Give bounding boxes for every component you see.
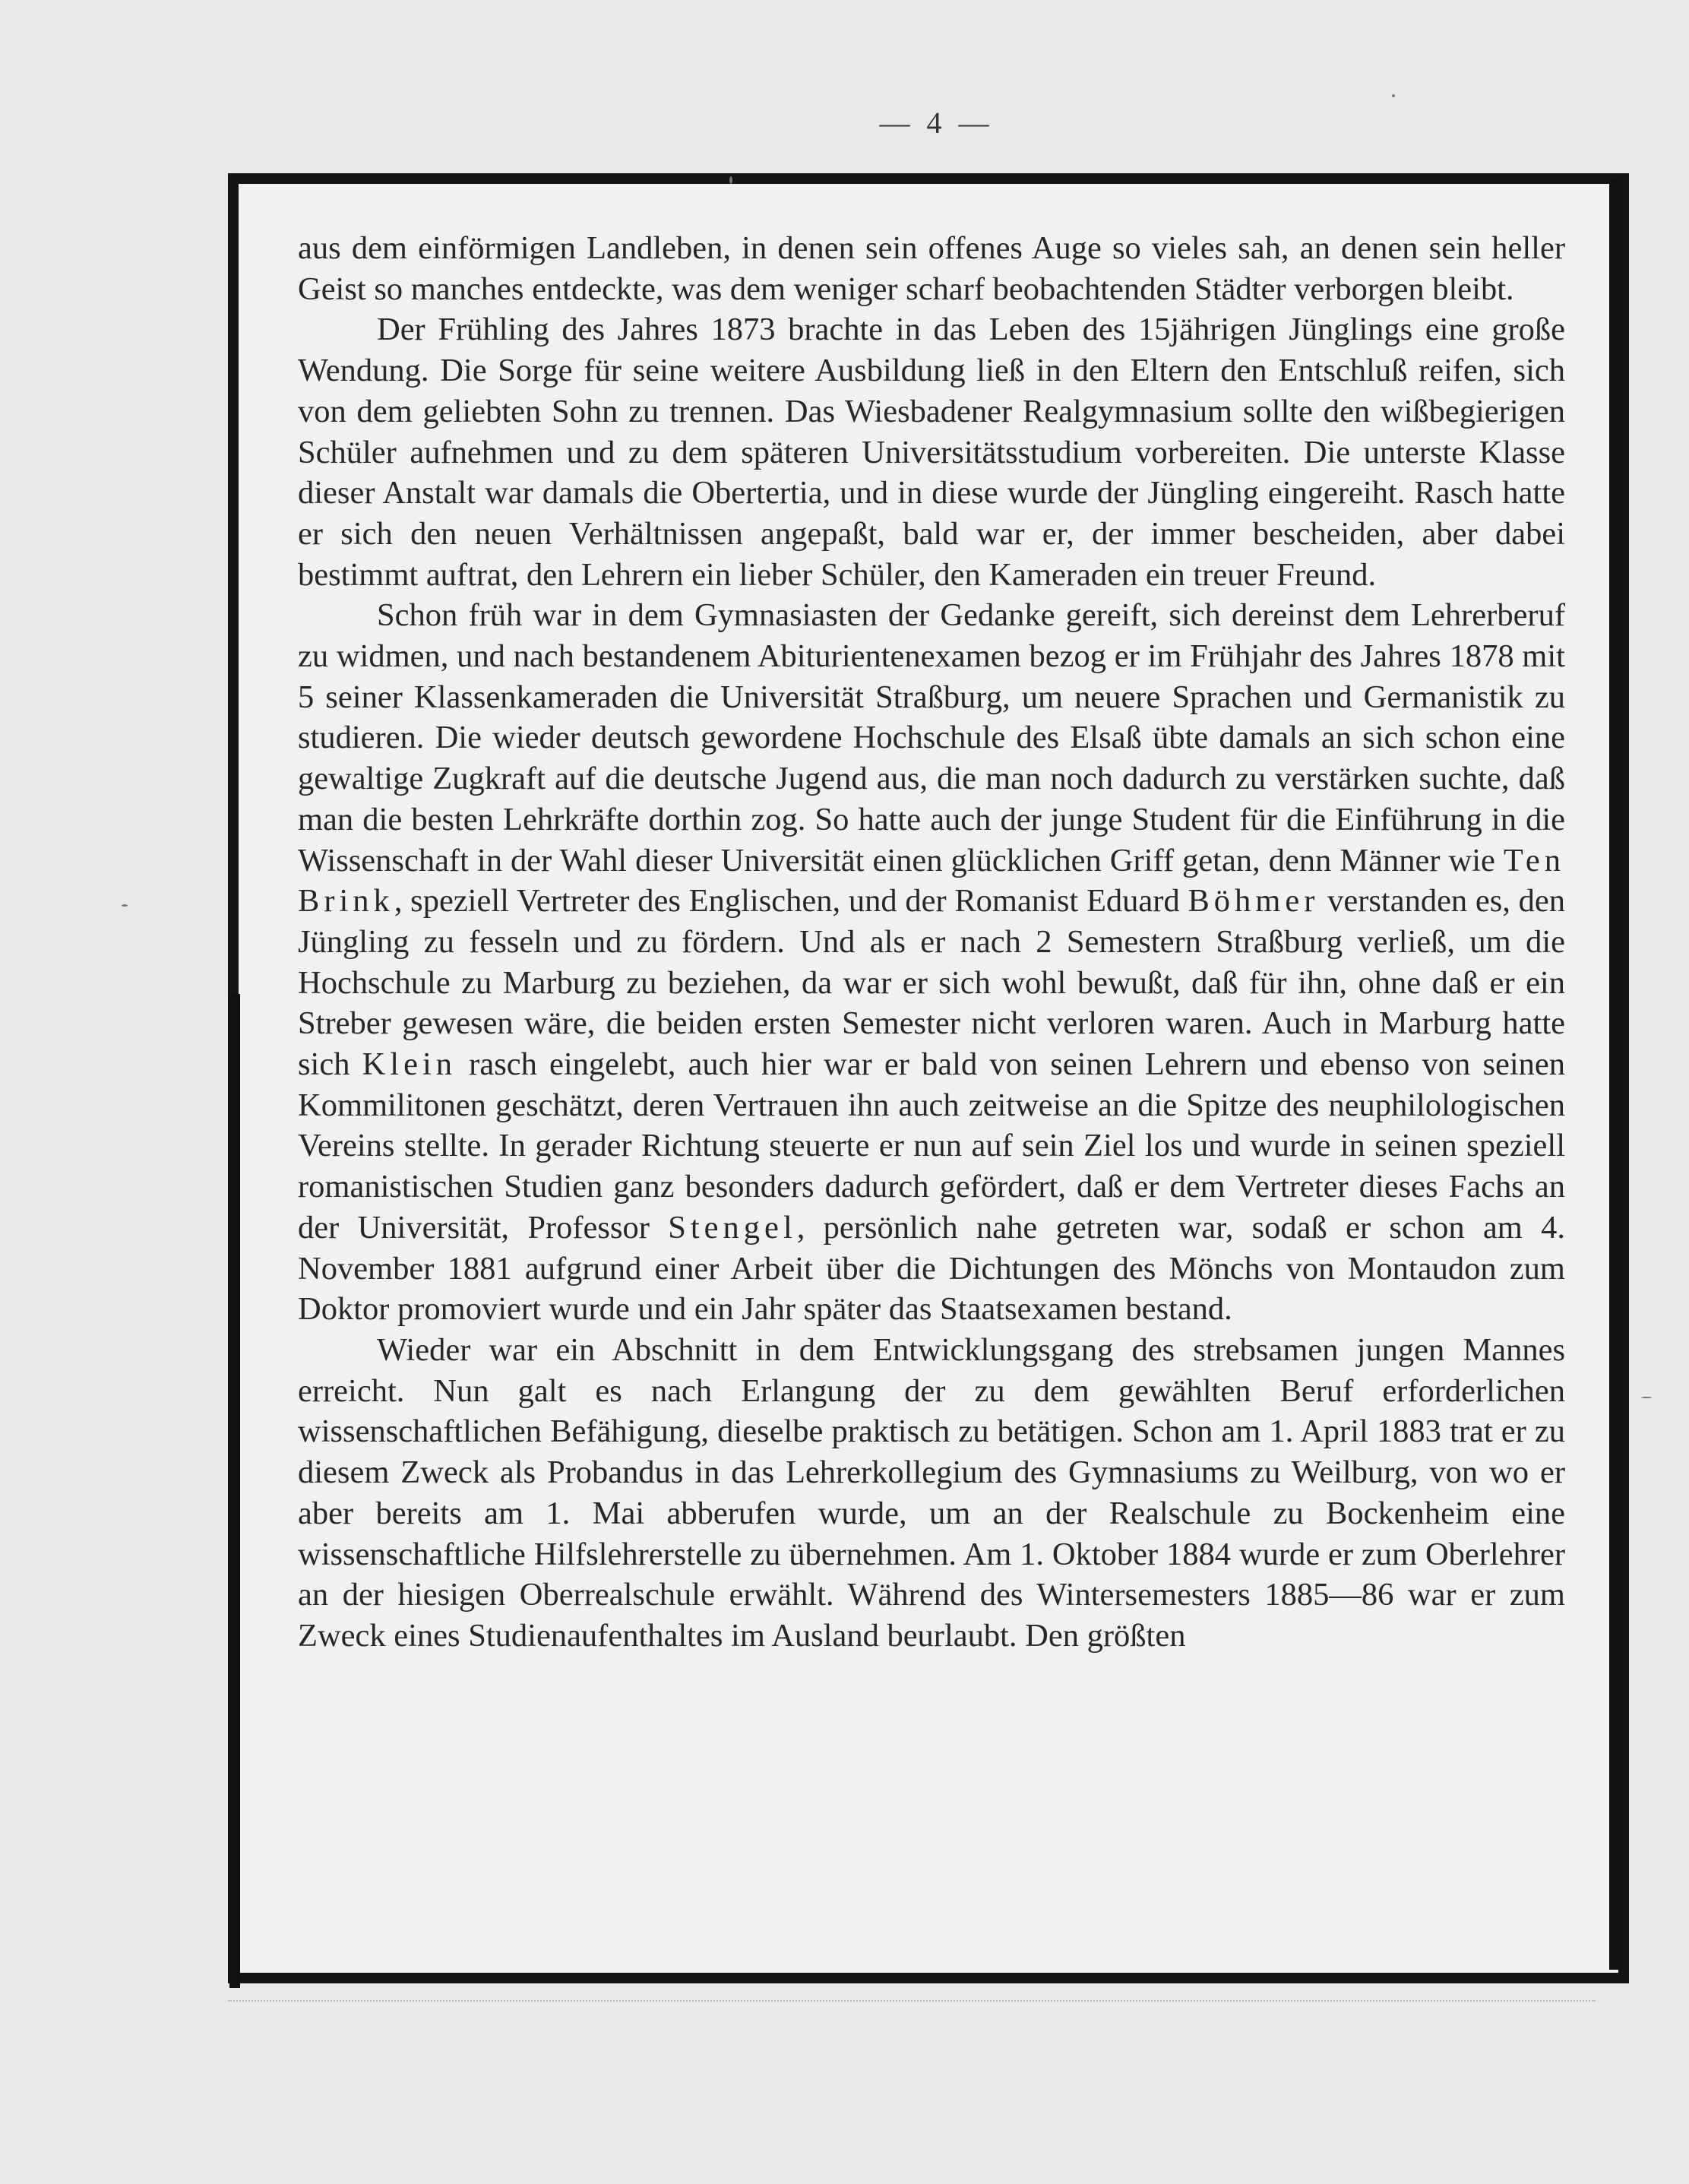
paragraph-1: aus dem einförmigen Landleben, in denen sein offenes Auge so vieles sah, an denen sein heller Geist so manches entdeckte, was dem weniger scharf beobachtenden Städter verborgen bleibt. xyxy=(298,230,1565,307)
name-ten-brink: Ten Brink xyxy=(298,842,1565,919)
print-speck xyxy=(1392,94,1395,97)
print-speck xyxy=(1641,1397,1652,1398)
name-boehmer: Böhmer xyxy=(1188,883,1320,919)
print-speck xyxy=(729,176,732,184)
paragraph-3-part-a: Schon früh war in dem Gymnasiasten der Gedanke gereift, sich dereinst dem Lehrerberuf zu widmen, und nach bestandenem Abiturientenexamen bezog er im Frühjahr des Jahres 1878 mit 5 seiner Klassenkameraden die Universität Straßburg, um neuere Sprachen und Germanistik zu studieren. Die wieder deutsch gewordene Hochschule des Elsaß übte damals an sich schon eine gewaltige Zugkraft auf die deutsche Jugend aus, die man noch dadurch zu verstärken suchte, daß man die besten Lehrkräfte dorthin zog. So hatte auch der junge Student für die Einführung in die Wissenschaft in der Wahl dieser Universität einen glücklichen Griff getan, denn Männer wie xyxy=(298,597,1565,878)
print-speck xyxy=(122,904,128,907)
paragraph-3-part-b: , speziell Vertreter des Englischen, und der Romanist Eduard xyxy=(394,883,1180,919)
frame-shadow-left xyxy=(229,994,240,1988)
paragraph-3-part-e: , persönlich nahe getreten war, sodaß er schon am 4. November 1881 aufgrund einer Arbeit über die Dichtungen des Mönchs von Montaudon zum Doktor promoviert wurde und ein Jahr später das Staatsexamen bestand. xyxy=(298,1209,1566,1328)
frame-shadow-right xyxy=(1609,179,1621,1970)
paragraph-2: Der Frühling des Jahres 1873 brachte in das Leben des 15jährigen Jünglings eine große Wendung. Die Sorge für seine weitere Ausbildung ließ in den Eltern den Entschluß reifen, sich von dem geliebten Sohn zu trennen. Das Wiesbadener Realgymnasium sollte den wißbegierigen Schüler aufnehmen und zu dem späteren Universitätsstudium vorbereiten. Die unterste Klasse dieser Anstalt war damals die Obertertia, und in diese wurde der Jüngling eingereiht. Rasch hatte er sich den neuen Verhältnissen angepaßt, bald war er, der immer bescheiden, aber dabei bestimmt auftrat, den Lehrern ein lieber Schüler, den Kameraden ein treuer Freund. xyxy=(298,312,1565,593)
paragraph-3 xyxy=(298,595,1565,1330)
body-text xyxy=(298,228,1565,1657)
name-klein: Klein xyxy=(362,1046,457,1083)
paragraph-3-part-d: rasch eingelebt, auch hier war er bald von seinen Lehrern und ebenso von seinen Kommilitonen geschätzt, deren Vertrauen ihn auch zeitweise an die Spitze des neuphilologischen Vereins stellte. In gerader Richtung steuerte er nun auf sein Ziel los und wurde in seinen speziell romanistischen Studien ganz besonders dadurch gefördert, daß er dem Vertreter dieses Fachs an der Universität, Professor xyxy=(298,1046,1566,1246)
page-number: — 4 — xyxy=(879,106,994,140)
bottom-dotted-rule xyxy=(228,2000,1596,2003)
paragraph-3-part-c: verstanden es, den Jüngling zu fesseln und zu fördern. Und als er nach 2 Semestern Straßburg verließ, um die Hochschule zu Marburg zu beziehen, da war er sich wohl bewußt, daß für ihn, ohne daß er ein Streber gewesen wäre, die beiden ersten Semester nicht verloren waren. Auch in Marburg hatte sich xyxy=(298,883,1566,1083)
paragraph-4: Wieder war ein Abschnitt in dem Entwicklungsgang des strebsamen jungen Mannes erreicht. Nun galt es nach Erlangung der zu dem gewählten Beruf erforderlichen wissenschaftlichen Befähigung, dieselbe praktisch zu betätigen. Schon am 1. April 1883 trat er zu diesem Zweck als Probandus in das Lehrerkollegium des Gymnasiums zu Weilburg, von wo er aber bereits am 1. Mai abberufen wurde, um an der Realschule zu Bockenheim eine wissenschaftliche Hilfslehrerstelle zu übernehmen. Am 1. Oktober 1884 wurde er zum Oberlehrer an der hiesigen Oberrealschule erwählt. Während des Wintersemesters 1885—86 war er zum Zweck eines Studienaufenthaltes im Ausland beurlaubt. Den größten xyxy=(298,1331,1565,1654)
name-stengel: Stengel xyxy=(668,1209,797,1246)
